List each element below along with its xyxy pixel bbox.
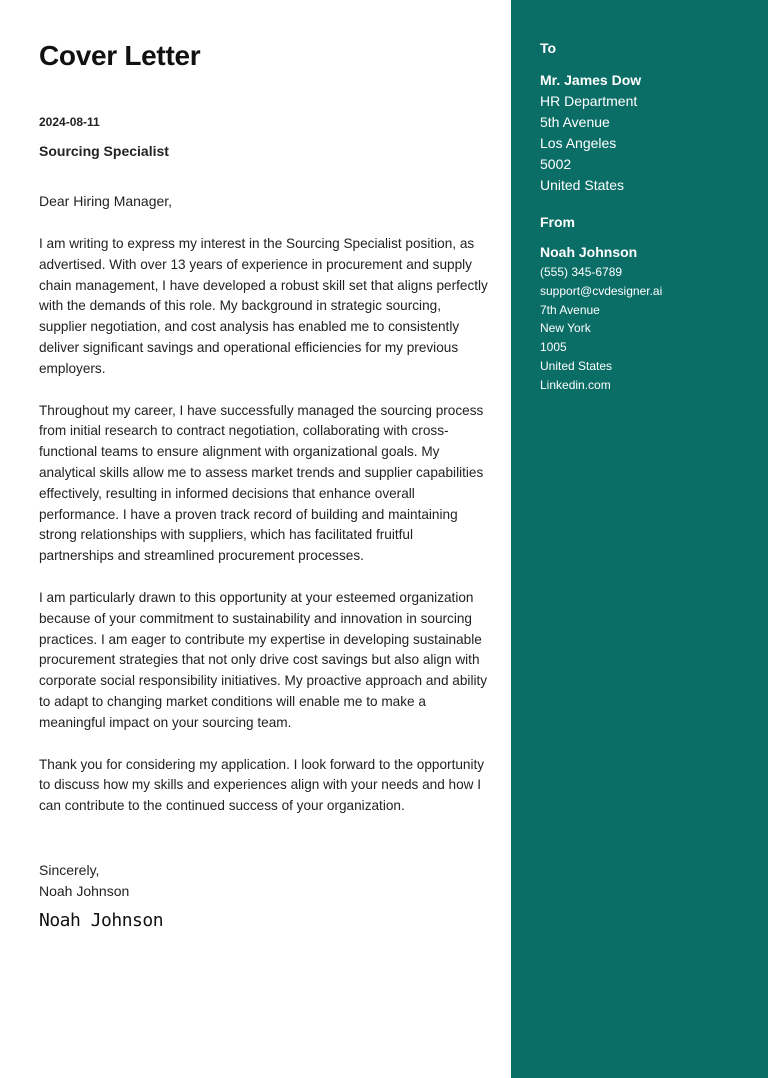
- closing-block: [39, 860, 129, 902]
- page-title: Cover Letter: [39, 40, 201, 71]
- letter-date: 2024-08-11: [39, 115, 100, 129]
- to-heading: To: [540, 40, 557, 56]
- body-paragraph: I am particularly drawn to this opportunity at your esteemed organization because of your commitment to sustainability and innovation in sourcing practices. I am eager to contribute my expertise in developing sustainable procurement strategies that not only drive cost savings but also align with corporate social responsibility initiatives. My proactive approach and ability to adapt to changing market conditions will enable me to make a meaningful impact on your sourcing team.: [39, 589, 488, 730]
- body-paragraph: Thank you for considering my application. I look forward to the opportunity to discuss how my skills and experiences align with your needs and how I can contribute to the continued success of your organization.: [39, 756, 485, 814]
- sender-postal-code: 1005: [540, 340, 567, 355]
- sender-block: [540, 214, 768, 395]
- recipient-name: Mr. James Dow: [540, 72, 642, 88]
- sender-email: support@cvdesigner.ai: [540, 283, 663, 298]
- recipient-country: United States: [540, 177, 625, 193]
- closing-phrase: Sincerely,: [39, 862, 100, 878]
- sender-linkedin: Linkedin.com: [540, 377, 611, 392]
- recipient-department: HR Department: [540, 93, 638, 109]
- recipient-city: Los Angeles: [540, 135, 617, 151]
- sender-city: New York: [540, 321, 591, 336]
- recipient-postal-code: 5002: [540, 156, 572, 172]
- recipient-street: 5th Avenue: [540, 114, 610, 130]
- contact-sidebar: [511, 0, 768, 1078]
- salutation: Dear Hiring Manager,: [39, 193, 173, 209]
- body-paragraph: I am writing to express my interest in the Sourcing Specialist position, as advertised. With over 13 years of experience in procurement and supply chain management, I have developed a robust skill set that aligns perfectly with the demands of this role. My background in strategic sourcing, supplier negotiation, and cost analysis has enabled me to consistently deliver significant savings and operational efficiencies for my previous employers.: [39, 236, 488, 376]
- sender-street: 7th Avenue: [540, 302, 600, 317]
- sender-phone: (555) 345-6789: [540, 265, 623, 279]
- from-heading: From: [540, 214, 575, 230]
- sender-country: United States: [540, 358, 613, 373]
- recipient-block: [540, 40, 768, 196]
- signature: Noah Johnson: [39, 910, 164, 931]
- sender-name: Noah Johnson: [540, 244, 638, 260]
- letter-body: [39, 234, 489, 838]
- body-paragraph: Throughout my career, I have successfully managed the sourcing process from initial research to contract negotiation, collaborating with cross-functional teams to ensure alignment with organizational goals. My analytical skills allow me to assess market trends and supplier capabilities effectively, resulting in informed decisions that enhance overall performance. I have a proven track record of building and maintaining strong relationships with suppliers, which has facilitated fruitful partnerships and streamlined procurement processes.: [39, 402, 484, 564]
- job-title: Sourcing Specialist: [39, 143, 169, 159]
- closing-name: Noah Johnson: [39, 883, 130, 899]
